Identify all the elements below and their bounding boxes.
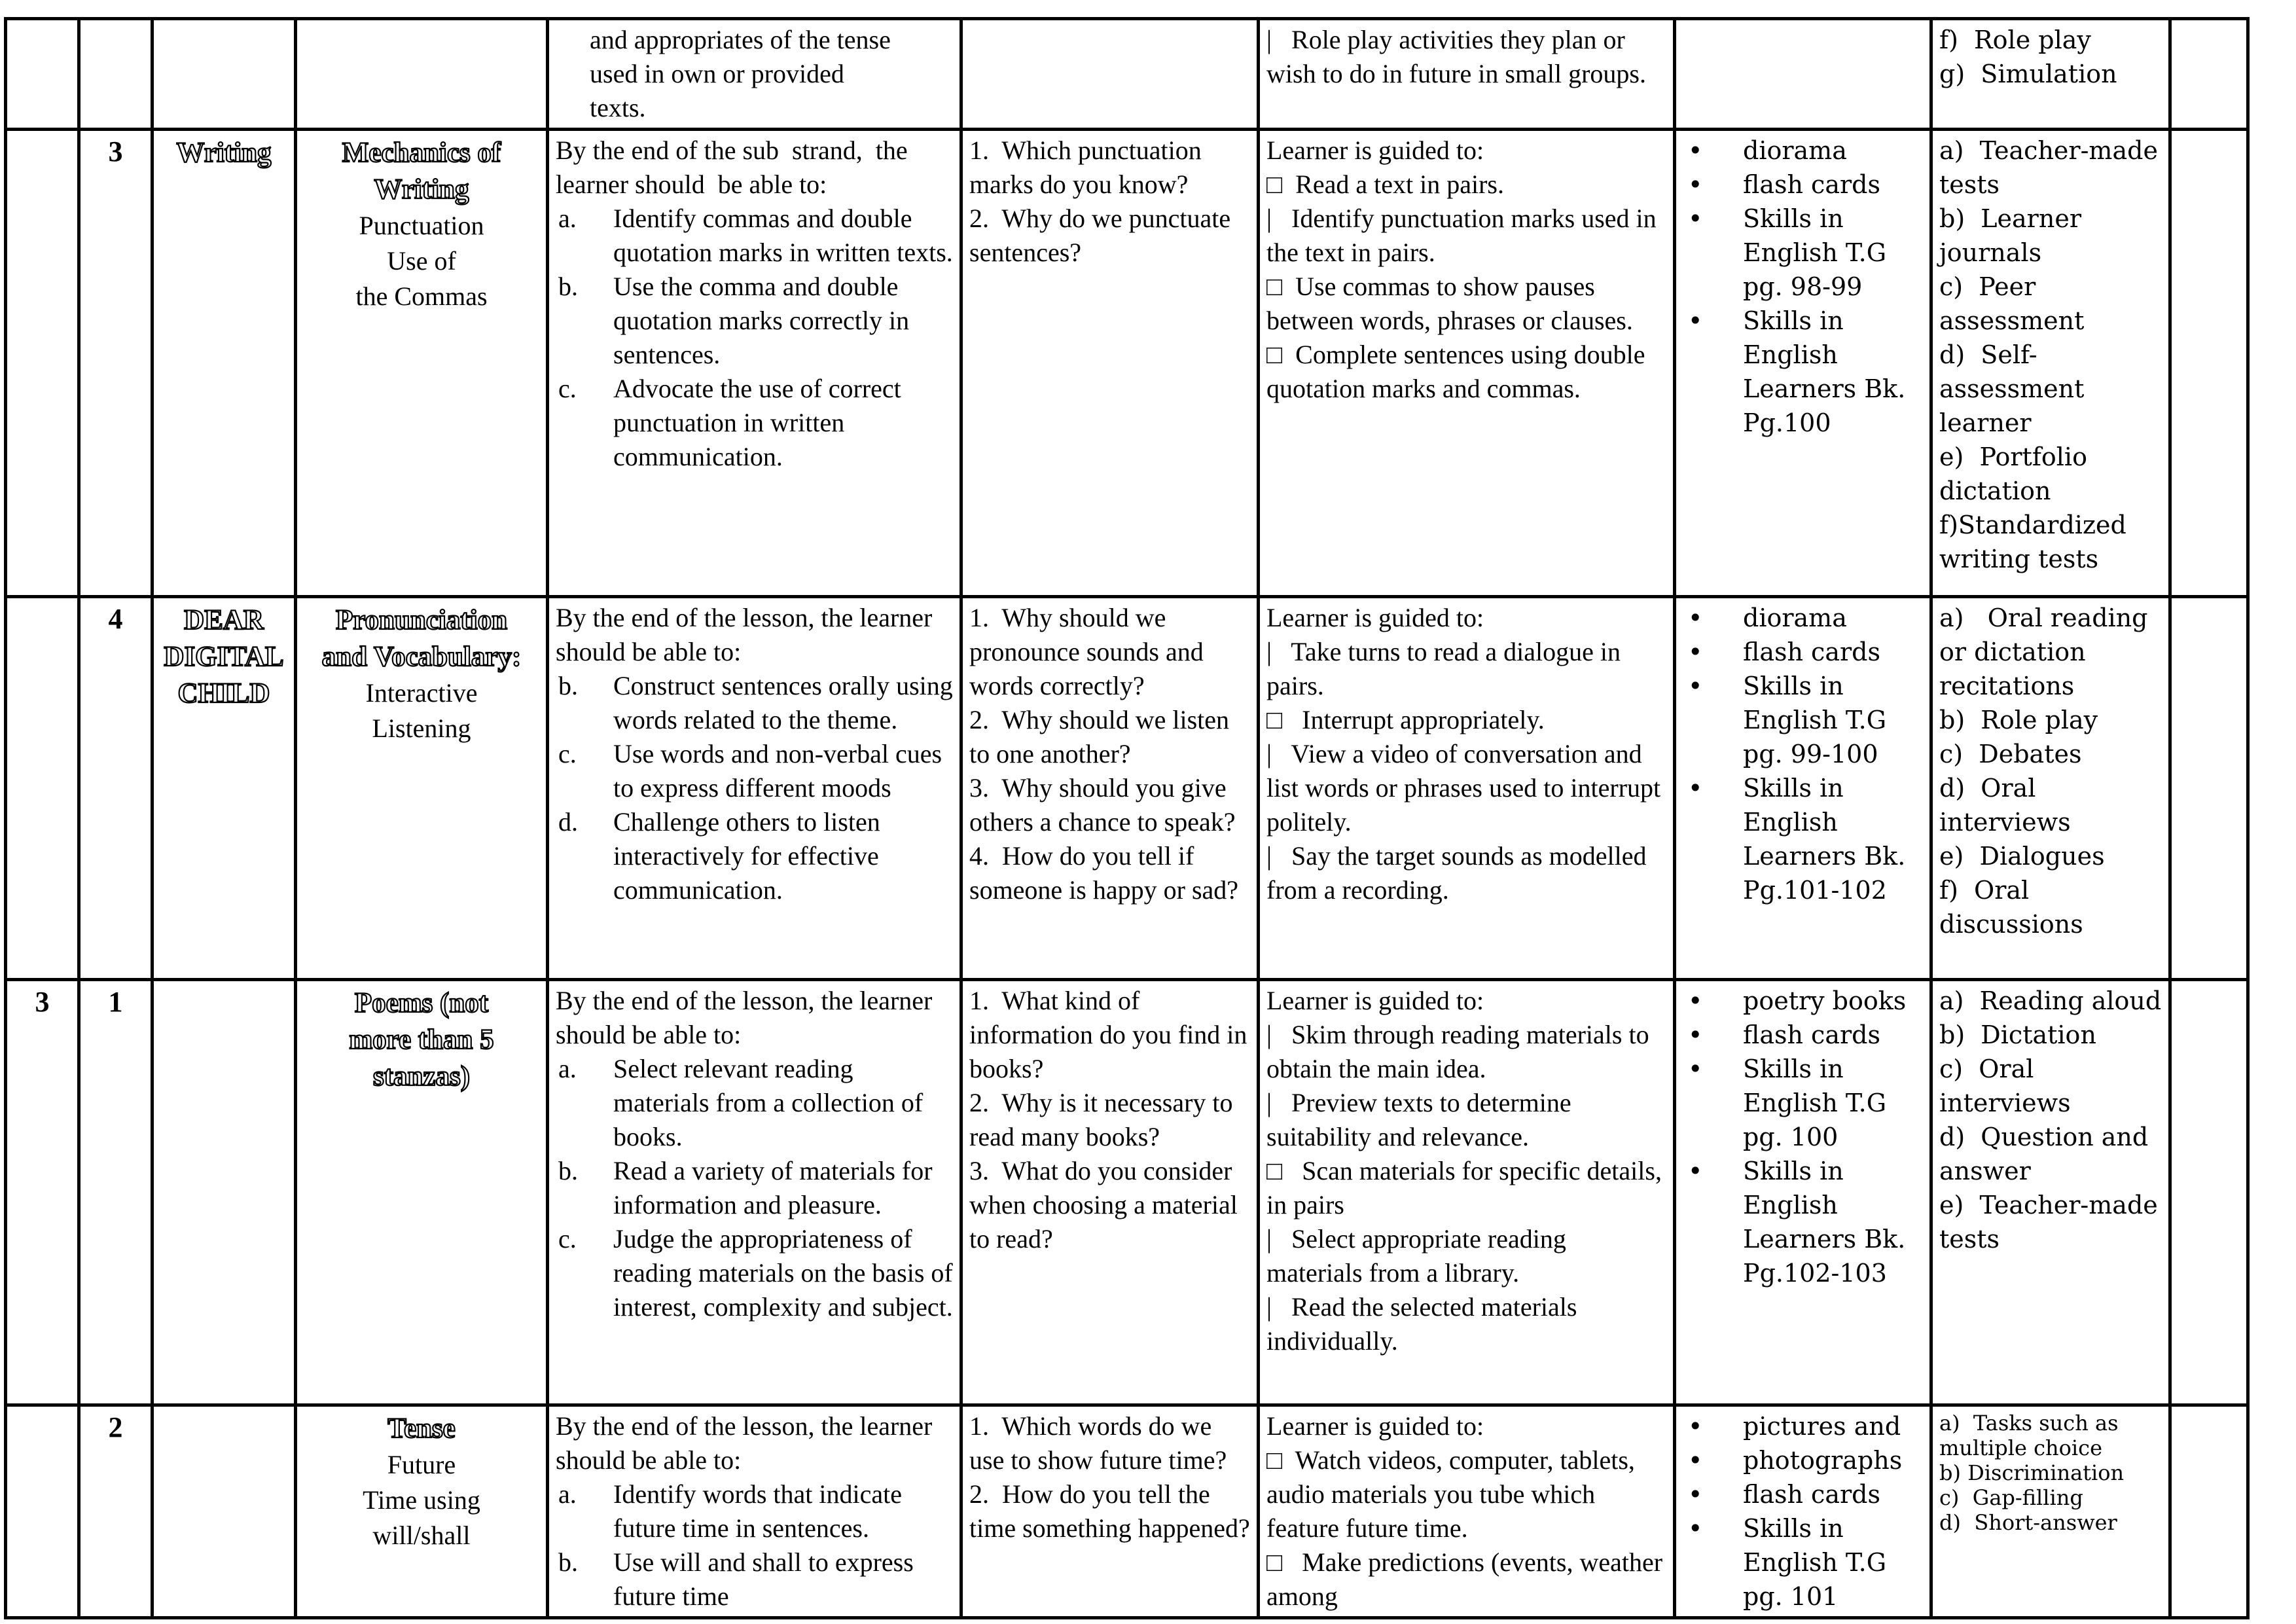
bullet-icon: •: [1688, 1412, 1703, 1441]
inquiry-question: 3. What do you consider when choosing a material to read?: [969, 1156, 1244, 1254]
inquiry-question: 2. How do you tell the time something happened?: [969, 1479, 1250, 1543]
outcomes-intro: By the end of the lesson, the learner should be able to:: [556, 603, 939, 666]
bullet-icon: •: [1688, 672, 1703, 700]
cell-assessment: [1931, 597, 2170, 980]
cell-remarks: [2170, 19, 2248, 130]
table-row: [6, 130, 2248, 597]
experiences-intro: Learner is guided to:: [1266, 135, 1484, 165]
table-row: [6, 19, 2248, 130]
resource-item: [1683, 304, 1923, 440]
cell-strand: [152, 19, 296, 130]
cell-learning-resources: [1675, 597, 1931, 980]
resource-item-text: flash cards: [1743, 638, 1880, 666]
outcome-item-label: a.: [558, 1054, 577, 1083]
experience-item: | Select appropriate reading materials from a library.: [1266, 1224, 1573, 1288]
cell-learning-experiences: [1259, 980, 1675, 1405]
substrand-title-line: Poems (not: [354, 988, 489, 1019]
cell-assessment: [1931, 130, 2170, 597]
strand-title-line: CHILD: [177, 678, 270, 709]
assessment-item: a) Oral reading or dictation recitations: [1939, 604, 2156, 700]
outcome-item-label: c.: [558, 739, 577, 768]
cell-remarks: [2170, 130, 2248, 597]
resource-item: [1683, 771, 1923, 907]
experience-item: □ Use commas to show pauses between words, phrases or clauses.: [1266, 272, 1633, 335]
inquiry-question: 1. Why should we pronounce sounds and words correctly?: [969, 603, 1210, 700]
outcome-item-label: b.: [558, 272, 578, 301]
experience-item: | Read the selected materials individually.: [1266, 1292, 1584, 1356]
cell-learning-resources: [1675, 19, 1931, 130]
cell-strand: [152, 597, 296, 980]
resource-item-text: Skills in English Learners Bk. Pg.101-102: [1743, 774, 1906, 905]
cell-learning-outcomes: [548, 1405, 961, 1618]
inquiry-question: 1. Which words do we use to show future time?: [969, 1411, 1227, 1475]
cell-strand: [152, 130, 296, 597]
resource-item: [1683, 202, 1923, 304]
substrand-title-line: will/shall: [372, 1521, 471, 1550]
cell-remarks: [2170, 1405, 2248, 1618]
outcome-item-label: d.: [558, 807, 578, 837]
cell-learning-resources: [1675, 980, 1931, 1405]
bullet-icon: •: [1688, 170, 1703, 199]
cell-key-inquiry-questions: [961, 19, 1259, 130]
inquiry-question: 2. Why do we punctuate sentences?: [969, 204, 1238, 267]
substrand-title-line: the Commas: [355, 281, 488, 311]
outcome-item: [556, 669, 953, 737]
assessment-item: f) Role play: [1939, 26, 2091, 54]
resource-item: [1683, 669, 1923, 771]
outcome-item: [556, 1545, 953, 1614]
resource-item: [1683, 1511, 1923, 1614]
inquiry-question: 3. Why should you give others a chance to speak?: [969, 773, 1236, 837]
cell-lesson-number: [79, 597, 152, 980]
assessment-item: e) Teacher-made tests: [1939, 1191, 2166, 1254]
outcome-item-text: Use the comma and double quotation marks correctly in sentences.: [613, 272, 910, 369]
substrand-title-line: Future: [387, 1450, 456, 1479]
cell-key-inquiry-questions: [961, 1405, 1259, 1618]
substrand-title-line: Use of: [387, 246, 456, 276]
assessment-item: a) Tasks such as multiple choice: [1939, 1411, 2125, 1460]
substrand-title-line: stanzas): [372, 1061, 471, 1092]
outcome-item-label: a.: [558, 204, 577, 233]
cell-lesson-number: [79, 130, 152, 597]
cell-lesson-number: [79, 980, 152, 1405]
outcome-item: [556, 805, 953, 907]
cell-week-number: [6, 130, 79, 597]
lesson-number: 1: [108, 986, 123, 1018]
outcomes-intro: By the end of the lesson, the learner should be able to:: [556, 986, 939, 1049]
assessment-item: b) Role play: [1939, 706, 2098, 734]
outcome-item-label: b.: [558, 1547, 578, 1577]
cell-assessment: [1931, 1405, 2170, 1618]
assessment-item: b) Discrimination: [1939, 1460, 2125, 1485]
outcome-item-text: Judge the appropriateness of reading materials on the basis of interest, complexity and subject.: [613, 1224, 953, 1322]
experience-item: | Take turns to read a dialogue in pairs.: [1266, 637, 1627, 700]
outcomes-continuation-text: and appropriates of the tense used in own or provided texts.: [590, 25, 897, 122]
outcome-item-label: c.: [558, 1224, 577, 1254]
assessment-item: d) Question and answer: [1939, 1123, 2157, 1185]
experience-item: □ Interrupt appropriately.: [1266, 705, 1545, 734]
assessment-item: f)Standardized writing tests: [1939, 511, 2134, 573]
bullet-icon: •: [1688, 986, 1703, 1015]
outcome-item-text: Use will and shall to express future time: [613, 1547, 914, 1611]
outcome-item: [556, 737, 953, 805]
resource-item-text: pictures and: [1743, 1412, 1901, 1441]
cell-learning-outcomes: [548, 597, 961, 980]
outcome-item: [556, 270, 953, 372]
lesson-number: 4: [108, 603, 123, 635]
resource-item-text: photographs: [1743, 1446, 1903, 1475]
assessment-item: g) Simulation: [1939, 60, 2117, 88]
cell-learning-experiences: [1259, 130, 1675, 597]
assessment-item: c) Gap-filling: [1939, 1485, 2083, 1510]
experience-item: | Say the target sounds as modelled from a recording.: [1266, 841, 1653, 905]
outcome-item-label: c.: [558, 374, 577, 403]
outcome-item: [556, 1052, 953, 1154]
bullet-icon: •: [1688, 1446, 1703, 1475]
resource-item: [1683, 134, 1923, 168]
cell-lesson-number: [79, 19, 152, 130]
resource-item: [1683, 984, 1923, 1018]
resource-item-text: Skills in English Learners Bk. Pg.100: [1743, 306, 1906, 437]
resource-item: [1683, 168, 1923, 202]
outcome-item-text: Select relevant reading materials from a collection of books.: [613, 1054, 924, 1151]
experience-item: | Preview texts to determine suitability and relevance.: [1266, 1088, 1578, 1151]
experiences-intro: Learner is guided to:: [1266, 603, 1484, 632]
cell-assessment: [1931, 980, 2170, 1405]
outcome-item-text: Identify words that indicate future time in sentences.: [613, 1479, 902, 1543]
cell-week-number: [6, 19, 79, 130]
outcome-item-text: Challenge others to listen interactively for effective communication.: [613, 807, 880, 905]
experience-item: | Identify punctuation marks used in the text in pairs.: [1266, 204, 1663, 267]
strand-title-line: DIGITAL: [164, 641, 284, 672]
bullet-icon: •: [1688, 136, 1703, 165]
resource-item: [1683, 1477, 1923, 1511]
resource-item-text: Skills in English T.G pg. 98-99: [1743, 204, 1887, 301]
cell-key-inquiry-questions: [961, 980, 1259, 1405]
bullet-icon: •: [1688, 1514, 1703, 1543]
bullet-icon: •: [1688, 1480, 1703, 1509]
outcomes-intro: By the end of the lesson, the learner should be able to:: [556, 1411, 939, 1475]
bullet-icon: •: [1688, 306, 1703, 335]
outcome-item-text: Advocate the use of correct punctuation in written communication.: [613, 374, 901, 471]
inquiry-question: 2. Why is it necessary to read many books?: [969, 1088, 1240, 1151]
outcome-item: [556, 1477, 953, 1545]
table-row: [6, 1405, 2248, 1618]
bullet-icon: •: [1688, 638, 1703, 666]
experience-item: □ Read a text in pairs.: [1266, 170, 1504, 199]
bullet-icon: •: [1688, 1055, 1703, 1083]
outcome-item-text: Identify commas and double quotation marks in written texts.: [613, 204, 953, 267]
resource-item-text: flash cards: [1743, 1020, 1880, 1049]
substrand-title-line: Pronunciation: [335, 605, 508, 636]
assessment-item: b) Dictation: [1939, 1020, 2096, 1049]
outcome-item-text: Read a variety of materials for information and pleasure.: [613, 1156, 933, 1219]
cell-assessment: [1931, 19, 2170, 130]
resource-item: [1683, 1154, 1923, 1290]
cell-substrand: [296, 19, 548, 130]
bullet-icon: •: [1688, 774, 1703, 803]
substrand-title-line: Writing: [374, 174, 469, 205]
cell-learning-outcomes: [548, 130, 961, 597]
strand-title-line: Writing: [176, 137, 272, 168]
assessment-item: f) Oral discussions: [1939, 876, 2083, 939]
cell-learning-outcomes: [548, 19, 961, 130]
cell-learning-experiences: [1259, 19, 1675, 130]
cell-strand: [152, 980, 296, 1405]
cell-key-inquiry-questions: [961, 130, 1259, 597]
resource-item-text: diorama: [1743, 604, 1847, 632]
cell-substrand: [296, 980, 548, 1405]
resource-item: [1683, 1018, 1923, 1052]
cell-key-inquiry-questions: [961, 597, 1259, 980]
assessment-item: a) Teacher-made tests: [1939, 136, 2166, 199]
week-number: 3: [35, 986, 50, 1018]
resource-item: [1683, 1409, 1923, 1443]
cell-substrand: [296, 130, 548, 597]
assessment-item: c) Peer assessment: [1939, 272, 2085, 335]
resource-item: [1683, 635, 1923, 669]
outcome-item: [556, 1222, 953, 1324]
cell-substrand: [296, 597, 548, 980]
experience-item: □ Scan materials for specific details, in pairs: [1266, 1156, 1668, 1219]
cell-learning-resources: [1675, 130, 1931, 597]
substrand-title-line: Time using: [363, 1485, 480, 1515]
experience-item: | Role play activities they plan or wish to do in future in small groups.: [1266, 25, 1646, 88]
assessment-item: d) Self-assessment learner: [1939, 340, 2092, 437]
cell-learning-experiences: [1259, 1405, 1675, 1618]
table-row: [6, 980, 2248, 1405]
resource-item-text: Skills in English T.G pg. 101: [1743, 1514, 1887, 1611]
bullet-icon: •: [1688, 604, 1703, 632]
cell-learning-resources: [1675, 1405, 1931, 1618]
assessment-item: e) Dialogues: [1939, 842, 2105, 871]
resource-item-text: Skills in English Learners Bk. Pg.102-103: [1743, 1157, 1906, 1288]
assessment-item: a) Reading aloud: [1939, 986, 2162, 1015]
outcome-item-label: a.: [558, 1479, 577, 1509]
assessment-item: e) Portfolio dictation: [1939, 442, 2096, 505]
resource-item-text: flash cards: [1743, 1480, 1880, 1509]
cell-strand: [152, 1405, 296, 1618]
scheme-of-work-table: [4, 17, 2250, 1619]
outcome-item-text: Construct sentences orally using words related to the theme.: [613, 671, 953, 734]
resource-item: [1683, 1052, 1923, 1154]
substrand-title-line: and Vocabulary:: [321, 641, 522, 672]
bullet-icon: •: [1688, 204, 1703, 233]
cell-lesson-number: [79, 1405, 152, 1618]
experience-item: □ Make predictions (events, weather among: [1266, 1547, 1670, 1611]
cell-week-number: [6, 1405, 79, 1618]
assessment-item: d) Oral interviews: [1939, 774, 2071, 837]
assessment-item: c) Debates: [1939, 740, 2082, 768]
outcome-item-label: b.: [558, 1156, 578, 1185]
experiences-intro: Learner is guided to:: [1266, 986, 1484, 1015]
experience-item: □ Watch videos, computer, tablets, audio materials you tube which feature future time.: [1266, 1445, 1641, 1543]
outcome-item-text: Use words and non-verbal cues to express different moods: [613, 739, 942, 803]
inquiry-question: 1. What kind of information do you find in books?: [969, 986, 1254, 1083]
cell-week-number: [6, 597, 79, 980]
outcome-item: [556, 1154, 953, 1222]
experience-item: □ Complete sentences using double quotation marks and commas.: [1266, 340, 1652, 403]
assessment-item: d) Short-answer: [1939, 1510, 2117, 1535]
cell-learning-experiences: [1259, 597, 1675, 980]
table-row: [6, 597, 2248, 980]
cell-substrand: [296, 1405, 548, 1618]
substrand-title-line: Tense: [387, 1413, 456, 1444]
inquiry-question: 2. Why should we listen to one another?: [969, 705, 1236, 768]
resource-item: [1683, 601, 1923, 635]
lesson-number: 3: [108, 135, 123, 168]
lesson-number: 2: [108, 1411, 123, 1443]
inquiry-question: 1. Which punctuation marks do you know?: [969, 135, 1208, 199]
resource-item-text: diorama: [1743, 136, 1847, 165]
resource-item: [1683, 1443, 1923, 1477]
cell-learning-outcomes: [548, 980, 961, 1405]
outcomes-intro: By the end of the sub strand, the learner should be able to:: [556, 135, 914, 199]
experiences-intro: Learner is guided to:: [1266, 1411, 1484, 1441]
substrand-title-line: Listening: [372, 713, 471, 743]
experience-item: | Skim through reading materials to obtain the main idea.: [1266, 1020, 1656, 1083]
substrand-title-line: Interactive: [365, 678, 478, 708]
bullet-icon: •: [1688, 1157, 1703, 1185]
substrand-title-line: more than 5: [349, 1024, 494, 1055]
cell-remarks: [2170, 980, 2248, 1405]
resource-item-text: Skills in English T.G pg. 100: [1743, 1055, 1887, 1151]
assessment-item: b) Learner journals: [1939, 204, 2090, 267]
outcome-item: [556, 202, 953, 270]
cell-week-number: [6, 980, 79, 1405]
outcome-item-label: b.: [558, 671, 578, 700]
resource-item-text: poetry books: [1743, 986, 1907, 1015]
inquiry-question: 4. How do you tell if someone is happy or sad?: [969, 841, 1239, 905]
outcome-item: [556, 372, 953, 474]
cell-remarks: [2170, 597, 2248, 980]
experience-item: | View a video of conversation and list words or phrases used to interrupt politely.: [1266, 739, 1668, 837]
resource-item-text: Skills in English T.G pg. 99-100: [1743, 672, 1887, 768]
assessment-item: c) Oral interviews: [1939, 1055, 2071, 1117]
bullet-icon: •: [1688, 1020, 1703, 1049]
resource-item-text: flash cards: [1743, 170, 1880, 199]
substrand-title-line: Punctuation: [359, 211, 484, 240]
strand-title-line: DEAR: [184, 605, 264, 636]
substrand-title-line: Mechanics of: [342, 137, 501, 168]
